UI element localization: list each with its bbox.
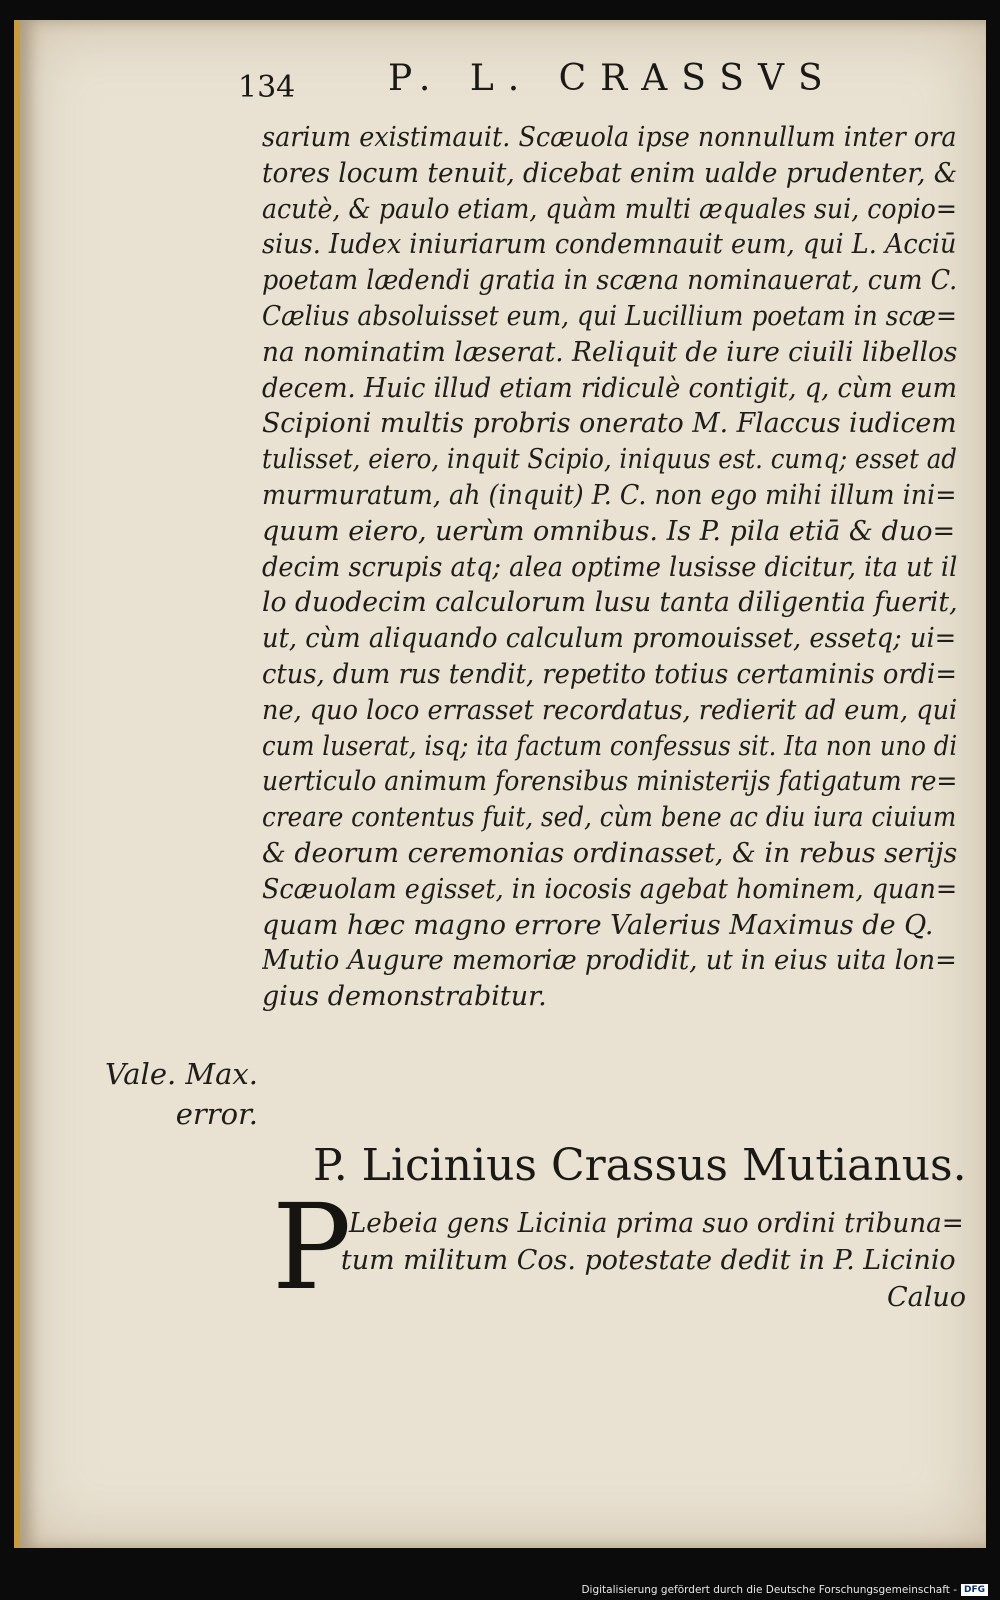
text-line: lo duodecim calculorum lusu tanta diligentia fuerit, — [262, 587, 958, 619]
text-line: cum luserat, isq; ita factum confessus sit. Ita non uno di — [262, 730, 958, 762]
footer-text: Digitalisierung gefördert durch die Deutsche Forschungsgemeinschaft - — [581, 1584, 957, 1596]
text-line: ut, cùm aliquando calculum promouisset, essetq; ui= — [262, 623, 957, 655]
body-text — [262, 120, 957, 1015]
text-line: quam hæc magno errore Valerius Maximus de Q. — [262, 909, 934, 941]
footer-credit — [581, 1584, 988, 1596]
text-line: ne, quo loco errasset recordatus, redierit ad eum, qui — [262, 694, 958, 726]
text-line: quum eiero, uerùm omnibus. Is P. pila etiā & duo= — [262, 515, 956, 547]
section-title: P. Licinius Crassus Mutianus. — [313, 1140, 967, 1191]
text-line: Mutio Augure memoriæ prodidit, ut in eius uita lon= — [262, 945, 957, 977]
text-line: tum militum Cos. potestate dedit in P. Licinio — [340, 1245, 956, 1276]
text-line: ctus, dum rus tendit, repetito totius certaminis ordi= — [262, 658, 957, 690]
text-line: decem. Huic illud etiam ridiculè contigit, q, cùm eum — [262, 372, 957, 404]
text-line: tulisset, eiero, inquit Scipio, iniquus est. cumq; esset ad — [262, 444, 957, 476]
text-line: Scipioni multis probris onerato M. Flaccus iudicem — [262, 408, 957, 440]
dfg-logo: DFG — [961, 1584, 988, 1596]
text-line: & deorum ceremonias ordinasset, & in rebus serijs — [262, 837, 958, 869]
text-line: creare contentus fuit, sed, cùm bene ac diu iura ciuium — [262, 802, 957, 834]
text-line: Cælius absoluisset eum, qui Lucillium poetam in scæ= — [262, 300, 957, 332]
text-line: acutè, & paulo etiam, quàm multi æquales sui, copio= — [262, 193, 957, 225]
drop-cap: P — [272, 1178, 352, 1316]
text-line: Lebeia gens Licinia prima suo ordini tribuna= — [348, 1208, 964, 1239]
text-line: Scæuolam egisset, in iocosis agebat hominem, quan= — [262, 873, 958, 905]
text-line: gius demonstrabitur. — [262, 981, 547, 1013]
text-line: sarium existimauit. Scæuola ipse nonnullum inter ora — [262, 122, 957, 153]
running-head: P. L. CRASSVS — [388, 58, 837, 99]
text-line: na nominatim læserat. Reliquit de iure ciuili libellos — [262, 336, 958, 368]
margin-note: Vale. Max. — [104, 1057, 258, 1091]
text-line: murmuratum, ah (inquit) P. C. non ego mihi illum ini= — [262, 479, 957, 511]
text-line: uerticulo animum forensibus ministerijs fatigatum re= — [262, 766, 958, 798]
section-intro — [340, 1205, 964, 1279]
catchword: Caluo — [886, 1282, 966, 1313]
page-header — [238, 52, 938, 105]
text-line: poetam lædendi gratia in scæna nominauerat, cum C. — [262, 265, 958, 297]
page-number: 134 — [238, 70, 296, 105]
text-line: sius. Iudex iniuriarum condemnauit eum, qui L. Acciū — [262, 229, 957, 261]
margin-note: error. — [175, 1097, 258, 1131]
text-line: tores locum tenuit, dicebat enim ualde prudenter, & — [262, 157, 957, 189]
text-line: decim scrupis atq; alea optime lusisse dicitur, ita ut il — [262, 551, 957, 583]
